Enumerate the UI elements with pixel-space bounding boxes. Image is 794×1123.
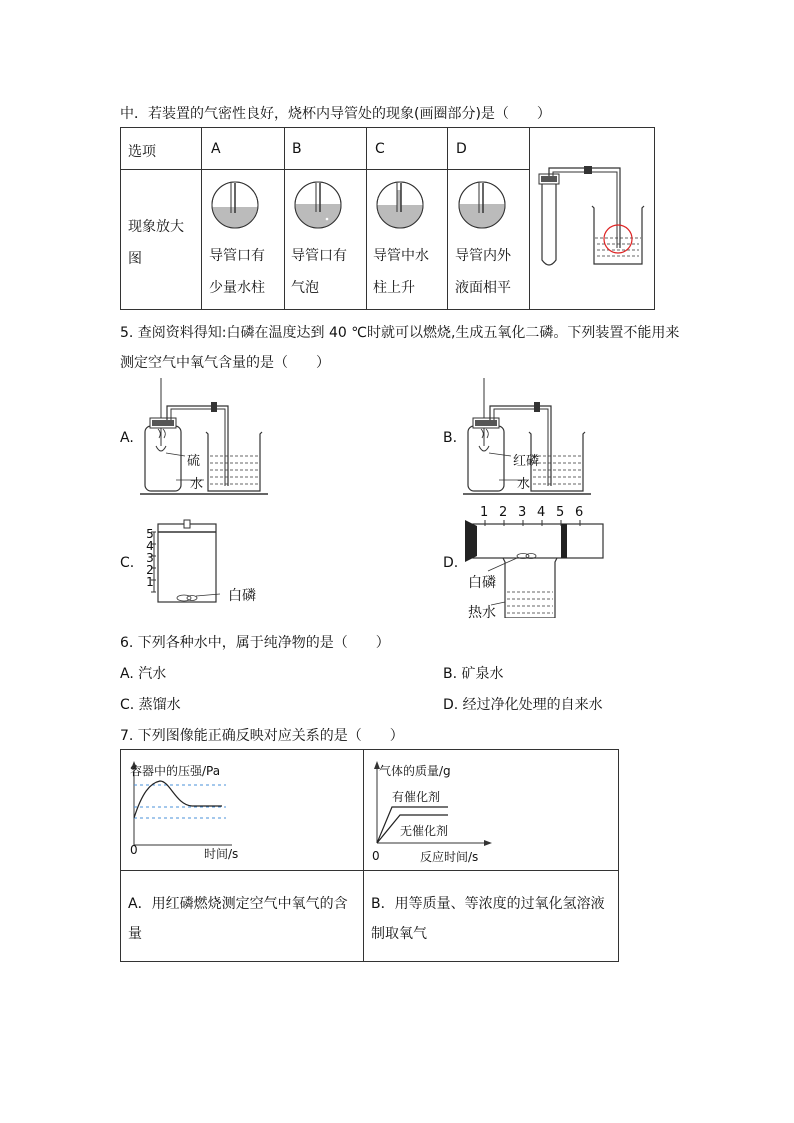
q5-d-scale-5: 5 [556,505,565,520]
q5-d-white-phosphorus-label: 白磷 [468,575,496,591]
q5-label-c: C. [120,555,135,571]
q4-desc-d-2: 液面相平 [455,280,511,296]
q5-label-a: A. [120,430,134,446]
q6-stem: 6. 下列各种水中，属于纯净物的是（ ） [120,635,390,651]
q5-label-d: D. [443,555,459,571]
q4-desc-a-2: 少量水柱 [209,280,265,296]
q5-d-scale-2: 2 [499,505,508,520]
q4-desc-b-1: 导管口有 [291,248,347,264]
q6-option-d: D. 经过净化处理的自来水 [443,697,603,713]
q4-desc-c-2: 柱上升 [373,280,415,296]
q5-d-scale-3: 3 [518,505,527,520]
q5-stem-line1: 5. 查阅资料得知:白磷在温度达到 40 ℃时就可以燃烧,生成五氧化二磷。下列装置不能用来 [120,325,680,341]
q6-option-c: C. 蒸馏水 [120,697,181,713]
q4-option-b: B [292,141,302,157]
q5-apparatus-a [140,376,270,498]
q4-circle-c [375,180,425,230]
q4-desc-c-1: 导管中水 [373,248,429,264]
q7-chart-a-ylabel: 容器中的压强/Pa [130,764,221,778]
q6-option-a: A. 汽水 [120,666,167,682]
q7-chart-b-catalyst-label: 有催化剂 [392,790,441,804]
q4-apparatus-diagram [532,160,650,275]
q5-c-scale-4: 4 [146,539,154,553]
q7-chart-a-origin: 0 [130,843,138,857]
q5-c-scale-3: 3 [146,551,154,565]
q5-c-scale-2: 2 [146,563,154,577]
q7-chart-b-ylabel: 气体的质量/g [379,764,451,778]
q7-chart-b-origin: 0 [372,849,380,863]
q7-chart-a-xlabel: 时间/s [204,847,239,861]
q5-d-scale-6: 6 [575,505,584,520]
q4-option-a: A [211,141,221,157]
q4-desc-d-1: 导管内外 [455,248,511,264]
q5-b-water-label: 水 [517,477,531,492]
q4-desc-b-2: 气泡 [291,280,319,296]
q4-option-d: D [456,141,467,157]
q4-circle-a [210,180,260,230]
q5-d-hot-water-label: 热水 [468,605,496,621]
q5-d-scale-4: 4 [537,505,546,520]
q4-circle-d [457,180,507,230]
q7-chart-b-no-catalyst-label: 无催化剂 [400,824,449,838]
q4-header-label: 选项 [128,144,156,160]
q5-c-white-phosphorus-label: 白磷 [228,588,256,604]
q4-row-label-2: 图 [128,251,142,267]
q5-c-scale-5: 5 [146,527,154,541]
q5-c-scale-1: 1 [146,575,154,589]
q7-option-b-line1: B．用等质量、等浓度的过氧化氢溶液 [371,896,605,912]
q4-intro: 中．若装置的气密性良好，烧杯内导管处的现象(画圈部分)是（ ） [120,106,551,122]
q7-stem: 7. 下列图像能正确反映对应关系的是（ ） [120,728,404,744]
q4-option-c: C [375,141,385,157]
q7-option-b-line2: 制取氧气 [371,926,427,942]
q4-desc-a-1: 导管口有 [209,248,265,264]
q5-stem-line2: 测定空气中氧气含量的是（ ） [120,355,330,371]
q5-a-sulfur-label: 硫 [187,454,201,469]
q6-option-b: B. 矿泉水 [443,666,504,682]
q5-d-scale-1: 1 [480,505,489,520]
q5-a-water-label: 水 [190,477,204,492]
q7-option-a-line2: 量 [128,926,142,942]
q4-row-label-1: 现象放大 [128,219,184,235]
q5-b-red-phosphorus-label: 红磷 [513,454,540,469]
q7-chart-b-xlabel: 反应时间/s [420,850,479,864]
q5-label-b: B. [443,430,458,446]
q4-circle-b [293,180,343,230]
q7-option-a-line1: A．用红磷燃烧测定空气中氧气的含 [128,896,348,912]
